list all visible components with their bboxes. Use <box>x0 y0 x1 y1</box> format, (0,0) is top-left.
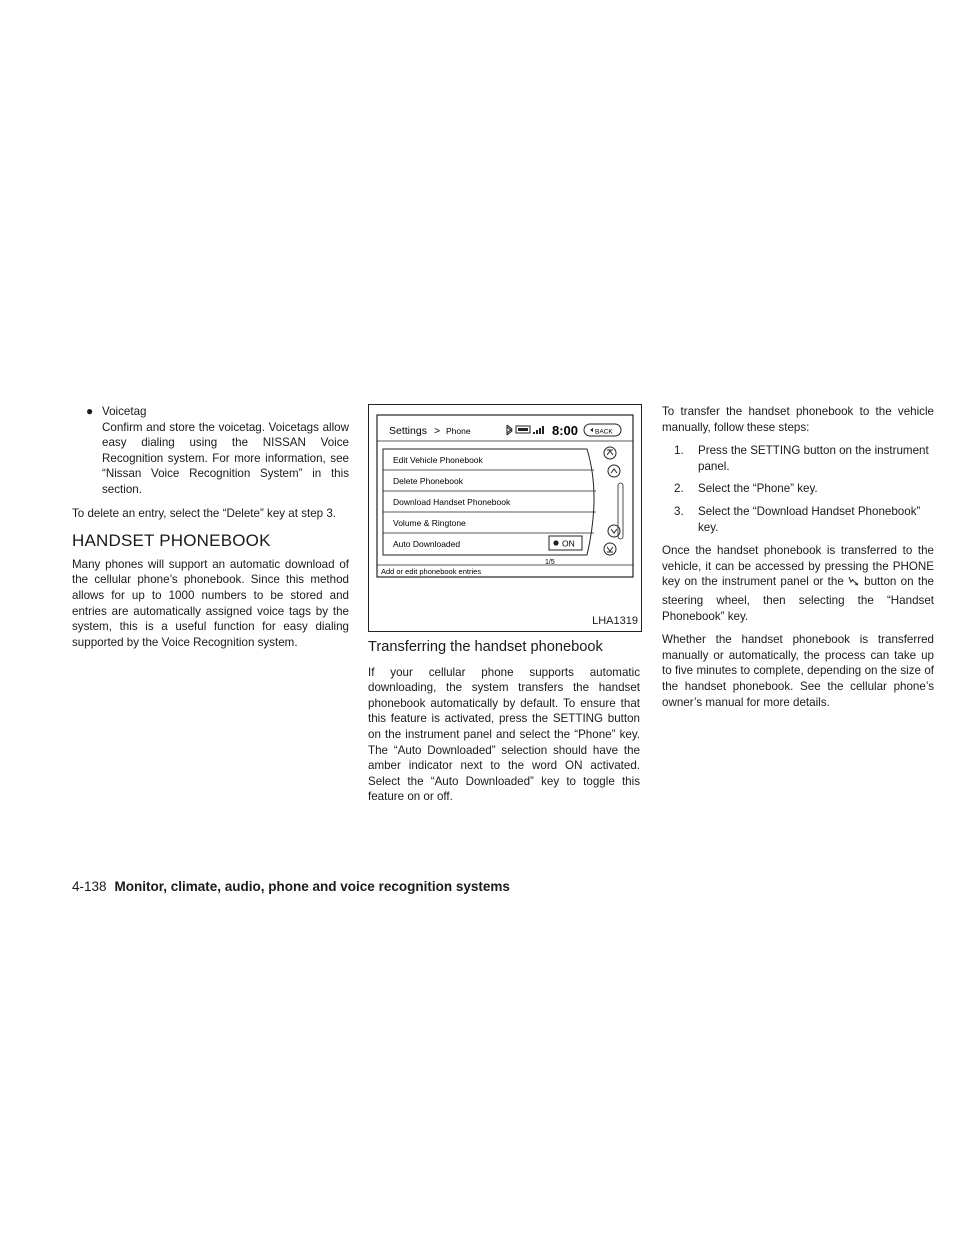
chapter-title: Monitor, climate, audio, phone and voice recognition systems <box>114 879 510 894</box>
phone-voice-icon <box>848 575 860 593</box>
step-number: 3. <box>674 504 684 518</box>
battery-icon <box>516 426 530 433</box>
menu-item-download-handset-phonebook: Download Handset Phonebook <box>393 497 511 507</box>
back-label: BACK <box>595 428 613 436</box>
step-text: Select the “Download Handset Phonebook” key. <box>698 504 921 534</box>
access-text-b: button on the steering wheel, then selecting the “Handset Phonebook” key. <box>662 575 934 623</box>
bullet-title: Voicetag <box>102 405 147 418</box>
menu-item-delete-phonebook: Delete Phonebook <box>393 476 463 486</box>
right-column <box>662 404 934 718</box>
page-indicator: 1/5 <box>545 559 555 566</box>
duration-paragraph: Whether the handset phonebook is transferred manually or automatically, the process can take up to five minutes to complete, depending on the size of the handset phonebook. See the cellular phone’s owner’s manual for more details. <box>662 633 934 709</box>
step-text: Press the SETTING button on the instrument panel. <box>698 444 929 473</box>
bullet-body: Confirm and store the voicetag. Voicetags allow easy dialing using the NISSAN Voice Recognition system. For more information, see “Nissan Voice Recognition System” in this section. <box>102 420 349 496</box>
auto-download-toggle <box>549 536 582 550</box>
menu-item-edit-vehicle-phonebook: Edit Vehicle Phonebook <box>393 455 483 465</box>
phone-settings-figure <box>368 404 642 632</box>
step-item <box>662 481 934 497</box>
scroll-up-icon <box>608 465 620 477</box>
step-number: 2. <box>674 482 684 496</box>
scrollbar-track <box>618 483 623 539</box>
section-heading: HANDSET PHONEBOOK <box>72 531 271 551</box>
breadcrumb-settings: Settings <box>389 425 427 437</box>
menu-item-auto-downloaded: Auto Downloaded <box>393 539 461 549</box>
auto-download-paragraph: If your cellular phone supports automatic downloading, the system transfers the handset phonebook automatically by default. To ensure that this feature is activated, press the SETTING button on the instrument panel and select the “Phone” key. The “Auto Downloaded” selection should have the amber indicator next to the word ON activated. Select the “Auto Downloaded” key to toggle this feature on or off. <box>368 665 640 804</box>
bullet-dot: ● <box>86 404 94 418</box>
page-number: 4-138 <box>72 879 107 894</box>
indicator-dot <box>553 540 558 545</box>
back-arrow-icon <box>590 428 593 432</box>
toggle-label: ON <box>562 538 575 549</box>
scroll-top-icon <box>604 447 616 459</box>
delete-paragraph: To delete an entry, select the “Delete” key at step 3. <box>72 506 337 520</box>
settings-screen-illustration <box>369 405 641 631</box>
manual-transfer-intro: To transfer the handset phonebook to the vehicle manually, follow these steps: <box>662 405 934 434</box>
steps-list <box>662 443 934 535</box>
access-paragraph <box>662 543 934 624</box>
access-text-a: Once the handset phonebook is transferred to the vehicle, it can be accessed by pressing the PHONE key on the instrument panel or the <box>662 544 934 589</box>
back-button <box>584 424 621 436</box>
subheading: Transferring the handset phonebook <box>368 639 603 655</box>
step-number: 1. <box>674 444 684 458</box>
screen-frame <box>377 415 633 577</box>
page-footer <box>72 879 510 894</box>
bluetooth-icon <box>507 425 512 435</box>
intro-paragraph: Many phones will support an automatic download of the cellular phone’s phonebook. Since this method allows for up to 1000 numbers to be stored and entries are automatically assigned voice tags by the system, this is a useful function for easy dialing supported by the Voice Recognition system. <box>72 557 349 649</box>
voicetag-bullet <box>72 404 349 498</box>
step-text: Select the “Phone” key. <box>698 482 818 496</box>
breadcrumb-separator: > <box>434 425 441 437</box>
left-column <box>72 404 349 658</box>
breadcrumb-phone: Phone <box>446 426 471 436</box>
signal-icon <box>533 426 544 434</box>
middle-column <box>368 404 640 813</box>
status-hint: Add or edit phonebook entries <box>381 567 482 576</box>
clock: 8:00 <box>552 423 579 438</box>
menu-item-volume-ringtone: Volume & Ringtone <box>393 518 466 528</box>
step-item <box>662 443 934 474</box>
step-item <box>662 504 934 535</box>
figure-code: LHA1319 <box>592 615 638 628</box>
scroll-bottom-icon <box>604 543 616 555</box>
